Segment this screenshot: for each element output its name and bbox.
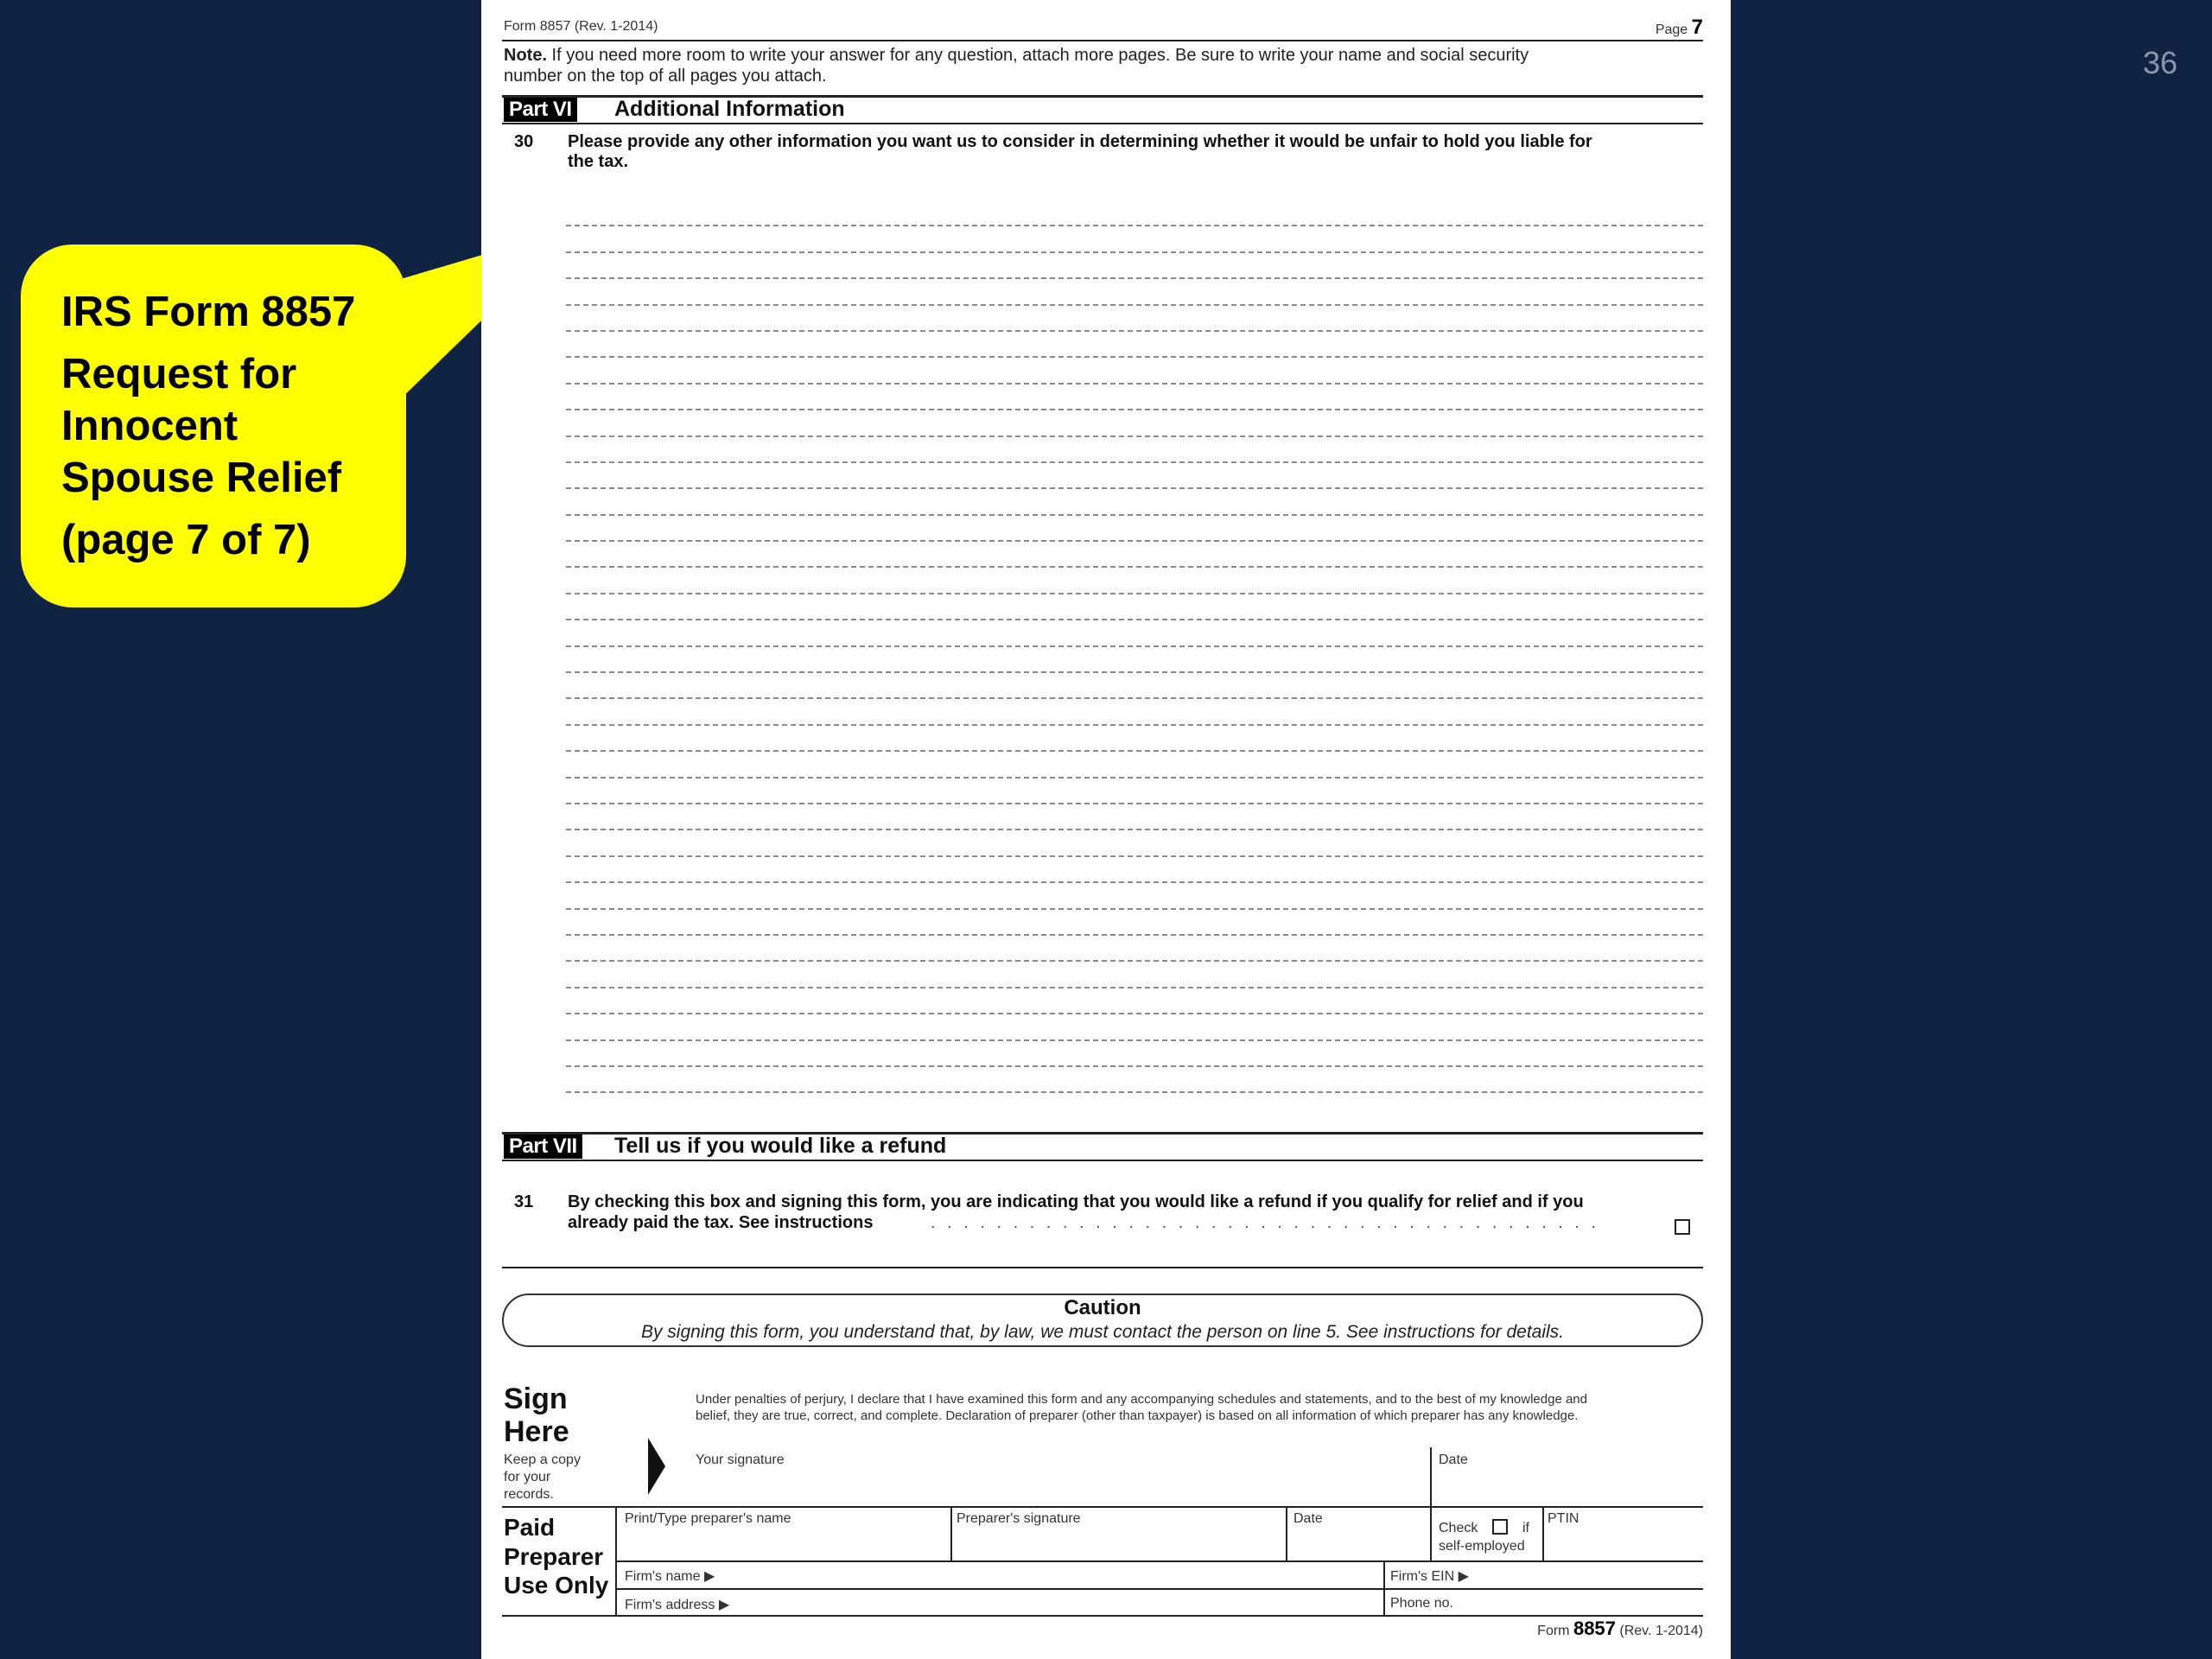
callout-box (21, 245, 406, 607)
answer-line[interactable] (566, 226, 1703, 252)
callout-line: Spouse Relief (61, 454, 342, 501)
sign-title-2: Here (504, 1415, 569, 1448)
preparer-signature-field[interactable] (957, 1528, 1280, 1557)
answer-line[interactable] (566, 726, 1703, 752)
page-indicator (1656, 16, 1703, 40)
page-label: Page (1655, 22, 1688, 37)
dot-leader: . . . . . . . . . . . . . . . . . . . . . . . . . . . . . . . . . . . . . . . . . (931, 1213, 1600, 1232)
answer-line[interactable] (566, 699, 1703, 725)
note-line-2: number on the top of all pages you attach. (504, 67, 827, 86)
answer-line[interactable] (566, 489, 1703, 515)
answer-line[interactable] (566, 962, 1703, 988)
question-30-text-1: Please provide any other information you want us to consider in determining whether it would be unfair to hold you liable for (568, 132, 1592, 151)
answer-line[interactable] (566, 279, 1703, 305)
footer-form-label: Form (1537, 1624, 1570, 1638)
part7-rule-bottom (502, 1160, 1703, 1161)
refund-checkbox[interactable] (1675, 1219, 1690, 1235)
callout-line: (page 7 of 7) (61, 517, 311, 563)
keep-copy-2: for your (504, 1470, 551, 1484)
preparer-rule-2 (615, 1588, 1703, 1590)
preparer-signature-label: Preparer's signature (957, 1511, 1081, 1526)
self-employed-checkbox[interactable] (1492, 1519, 1508, 1535)
preparer-divider-1 (950, 1506, 952, 1560)
preparer-date-field[interactable] (1294, 1528, 1425, 1557)
if-label: if (1522, 1521, 1529, 1535)
part6-badge: Part VI (504, 98, 577, 122)
answer-line[interactable] (566, 1014, 1703, 1040)
answer-line[interactable] (566, 647, 1703, 673)
answer-line[interactable] (566, 673, 1703, 699)
answer-line[interactable] (566, 306, 1703, 332)
preparer-divider-3 (1430, 1506, 1432, 1560)
your-signature-label: Your signature (696, 1452, 785, 1467)
form-footer (1537, 1618, 1703, 1640)
phone-label: Phone no. (1390, 1596, 1453, 1611)
answer-line[interactable] (566, 253, 1703, 279)
caution-text: By signing this form, you understand that, by law, we must contact the person on line 5. See instructions for details. (640, 1322, 1565, 1342)
answer-line[interactable] (566, 779, 1703, 804)
part6-rule-bottom (502, 123, 1703, 124)
sign-rule-bottom (502, 1506, 1703, 1508)
ptin-field[interactable] (1548, 1528, 1700, 1557)
answer-line[interactable] (566, 568, 1703, 594)
footer-revision: (Rev. 1-2014) (1619, 1624, 1703, 1638)
ptin-label: PTIN (1548, 1511, 1580, 1526)
firm-ein-label: Firm's EIN ▶ (1390, 1569, 1469, 1584)
preparer-divider-4 (1542, 1506, 1544, 1560)
question-31-number: 31 (514, 1192, 534, 1211)
answer-line[interactable] (566, 910, 1703, 936)
signature-date-divider (1430, 1447, 1432, 1506)
answer-line[interactable] (566, 437, 1703, 463)
part6-title: Additional Information (614, 97, 845, 121)
preparer-name-label: Print/Type preparer's name (625, 1511, 791, 1526)
keep-copy-1: Keep a copy (504, 1452, 581, 1467)
answer-lines[interactable] (566, 200, 1703, 1093)
caution-box (502, 1294, 1703, 1347)
callout-line: Innocent (61, 403, 238, 449)
perjury-statement-1: Under penalties of perjury, I declare that I have examined this form and any accompanying schedules and statements, and to the best of my knowledge and (696, 1392, 1587, 1407)
answer-line[interactable] (566, 830, 1703, 856)
page-number: 7 (1691, 16, 1703, 39)
part7-badge: Part VII (504, 1135, 582, 1159)
form-page (481, 0, 1731, 1659)
answer-line[interactable] (566, 594, 1703, 620)
your-signature-field[interactable] (696, 1469, 1421, 1503)
preparer-title-2: Preparer (504, 1543, 604, 1570)
answer-line[interactable] (566, 1067, 1703, 1093)
preparer-title-3: Use Only (504, 1572, 609, 1599)
callout-line: Request for (61, 351, 297, 397)
answer-line[interactable] (566, 752, 1703, 778)
firm-address-label: Firm's address ▶ (625, 1598, 730, 1612)
preparer-date-label: Date (1294, 1511, 1323, 1526)
header-rule (502, 40, 1703, 41)
answer-line[interactable] (566, 410, 1703, 436)
answer-line[interactable] (566, 385, 1703, 410)
sign-title-1: Sign (504, 1382, 568, 1415)
slide-number: 36 (2142, 45, 2177, 80)
sign-arrow-icon (646, 1436, 667, 1497)
firm-name-label: Firm's name ▶ (625, 1569, 715, 1584)
preparer-name-field[interactable] (625, 1528, 944, 1557)
callout-line: IRS Form 8857 (61, 289, 356, 335)
perjury-statement-2: belief, they are true, correct, and complete. Declaration of preparer (other than taxpayer) is based on all information of which preparer has any knowledge. (696, 1408, 1579, 1423)
answer-line[interactable] (566, 332, 1703, 358)
sign-date-field[interactable] (1439, 1469, 1698, 1503)
preparer-rule-bottom (502, 1615, 1703, 1617)
answer-line[interactable] (566, 358, 1703, 384)
preparer-title-1: Paid (504, 1514, 556, 1541)
answer-line[interactable] (566, 857, 1703, 883)
preparer-divider-2 (1286, 1506, 1287, 1560)
sign-date-label: Date (1439, 1452, 1468, 1467)
answer-line[interactable] (566, 620, 1703, 646)
note-line-1 (504, 46, 1529, 66)
keep-copy-3: records. (504, 1487, 554, 1502)
form-header-label: Form 8857 (Rev. 1-2014) (504, 19, 658, 34)
preparer-rule-1 (615, 1560, 1703, 1562)
answer-line[interactable] (566, 936, 1703, 962)
note-text: If you need more room to write your answer for any question, attach more pages. Be sure to write your name and social security (547, 46, 1529, 65)
answer-line[interactable] (566, 883, 1703, 909)
answer-line[interactable] (566, 1041, 1703, 1067)
note-label: Note. (504, 46, 547, 65)
footer-form-number: 8857 (1573, 1618, 1616, 1639)
part7-title: Tell us if you would like a refund (614, 1134, 947, 1158)
answer-line[interactable] (566, 542, 1703, 568)
answer-line[interactable] (566, 804, 1703, 830)
answer-line[interactable] (566, 463, 1703, 489)
question-30-number: 30 (514, 132, 534, 151)
q31-rule (502, 1267, 1703, 1268)
answer-line[interactable] (566, 516, 1703, 542)
caution-title: Caution (1064, 1296, 1141, 1319)
question-30-text-2: the tax. (568, 152, 629, 171)
question-31-text-2: already paid the tax. See instructions (568, 1213, 874, 1232)
check-label: Check (1439, 1521, 1478, 1535)
answer-line[interactable] (566, 988, 1703, 1014)
answer-line[interactable] (566, 200, 1703, 226)
question-31-text-1: By checking this box and signing this form, you are indicating that you would like a refund if you qualify for relief and if you (568, 1192, 1584, 1211)
self-employed-label: self-employed (1439, 1539, 1525, 1554)
